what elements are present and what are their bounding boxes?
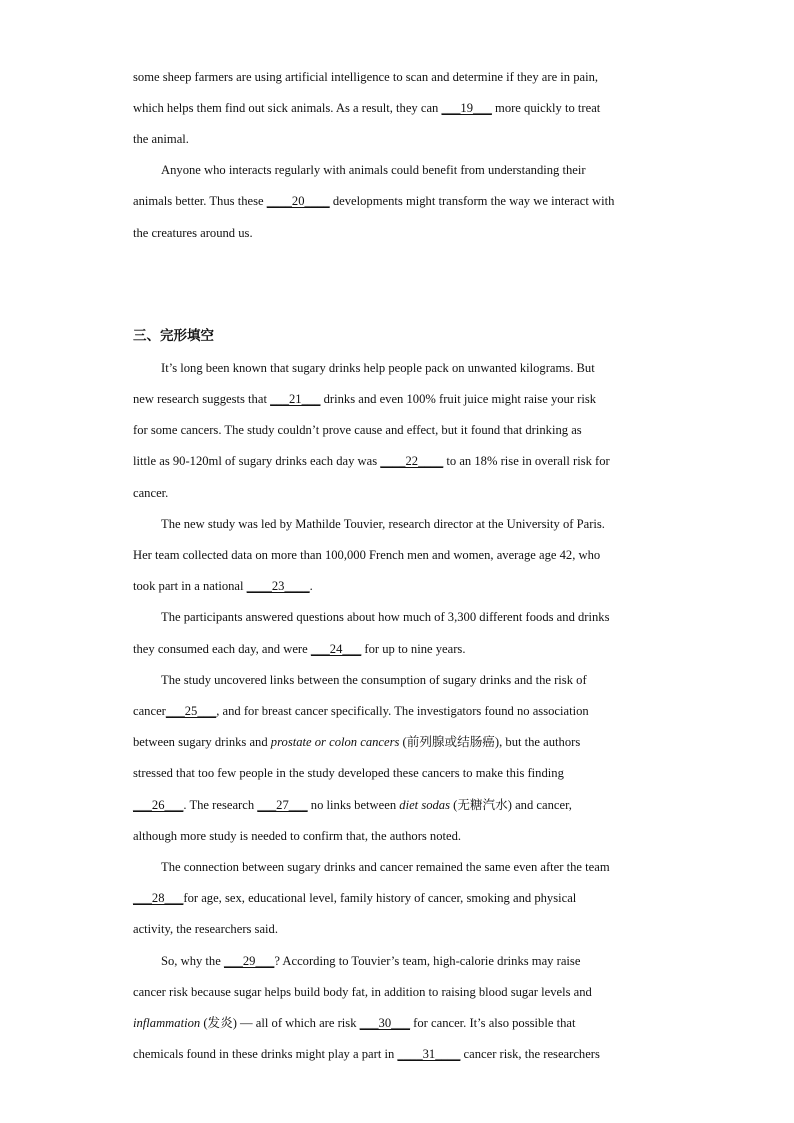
text-span: developments might transform the way we interact with bbox=[329, 194, 615, 208]
text-line bbox=[133, 391, 596, 407]
text-line bbox=[133, 641, 465, 657]
text-line bbox=[133, 1046, 600, 1062]
text-span: no links between bbox=[307, 798, 400, 812]
text-span: to an 18% rise in overall risk for bbox=[443, 454, 610, 468]
italic-term: prostate or colon cancers bbox=[270, 735, 400, 749]
text-span: more quickly to treat bbox=[491, 101, 601, 115]
blank-21: ___21___ bbox=[270, 392, 321, 406]
text-span: took part in a national bbox=[133, 579, 247, 593]
text-line: activity, the researchers said. bbox=[133, 922, 278, 936]
italic-term: diet sodas bbox=[399, 798, 451, 812]
text-line: Her team collected data on more than 100,000 French men and women, average age 42, who bbox=[133, 548, 601, 562]
blank-26: ___26___ bbox=[133, 798, 184, 812]
text-line: the animal. bbox=[133, 132, 189, 146]
blank-27: ___27___ bbox=[257, 798, 308, 812]
blank-28: ___28___ bbox=[133, 891, 184, 905]
text-line bbox=[133, 578, 313, 594]
text-line: The new study was led by Mathilde Touvier, research director at the University of Paris. bbox=[161, 517, 605, 531]
text-line: The connection between sugary drinks and cancer remained the same even after the team bbox=[161, 860, 610, 874]
text-span: new research suggests that bbox=[133, 392, 271, 406]
text-span: , and for breast cancer specifically. The investigators found no association bbox=[216, 704, 589, 718]
blank-20: ____20____ bbox=[266, 194, 330, 208]
blank-19: ___19___ bbox=[441, 101, 492, 115]
text-span: . bbox=[309, 579, 313, 593]
text-span: cancer bbox=[133, 704, 166, 718]
blank-22: ____22____ bbox=[380, 454, 444, 468]
text-line: for some cancers. The study couldn’t prove cause and effect, but it found that drinking as bbox=[133, 423, 582, 437]
text-line: The study uncovered links between the consumption of sugary drinks and the risk of bbox=[161, 673, 587, 687]
text-span: between sugary drinks and bbox=[133, 735, 271, 749]
text-line: the creatures around us. bbox=[133, 226, 253, 240]
text-line bbox=[133, 890, 576, 906]
italic-term: inflammation bbox=[133, 1016, 201, 1030]
text-line: stressed that too few people in the study developed these cancers to make this finding bbox=[133, 766, 564, 780]
text-line: The participants answered questions about how much of 3,300 different foods and drinks bbox=[161, 610, 610, 624]
text-span: ? According to Touvier’s team, high-calorie drinks may raise bbox=[274, 954, 581, 968]
text-span: little as 90-120ml of sugary drinks each day was bbox=[133, 454, 381, 468]
text-line bbox=[133, 1015, 575, 1031]
text-span: which helps them find out sick animals. As a result, they can bbox=[133, 101, 442, 115]
blank-29: ___29___ bbox=[223, 954, 275, 968]
text-span: cancer risk, the researchers bbox=[460, 1047, 600, 1061]
text-line: cancer. bbox=[133, 486, 169, 500]
text-span: (发炎) — all of which are risk bbox=[200, 1016, 360, 1030]
text-line: It’s long been known that sugary drinks help people pack on unwanted kilograms. But bbox=[161, 361, 595, 375]
text-line bbox=[133, 797, 572, 813]
text-span: for age, sex, educational level, family history of cancer, smoking and physical bbox=[183, 891, 577, 905]
text-line: Anyone who interacts regularly with animals could benefit from understanding their bbox=[161, 163, 586, 177]
text-span: So, why the bbox=[161, 954, 224, 968]
text-span: (无糖汽水) and cancer, bbox=[450, 798, 572, 812]
text-span: chemicals found in these drinks might play a part in bbox=[133, 1047, 398, 1061]
text-span: drinks and even 100% fruit juice might raise your risk bbox=[320, 392, 597, 406]
blank-31: ____31____ bbox=[397, 1047, 461, 1061]
text-line: cancer risk because sugar helps build body fat, in addition to raising blood sugar levels and bbox=[133, 985, 592, 999]
blank-23: ____23____ bbox=[246, 579, 310, 593]
text-span: animals better. Thus these bbox=[133, 194, 267, 208]
blank-24: ___24___ bbox=[310, 642, 362, 656]
text-span: for up to nine years. bbox=[361, 642, 466, 656]
text-line bbox=[133, 703, 589, 719]
text-line bbox=[133, 193, 614, 209]
blank-25: ___25___ bbox=[165, 704, 217, 718]
text-span: they consumed each day, and were bbox=[133, 642, 311, 656]
text-span: (前列腺或结肠癌), but the authors bbox=[399, 735, 581, 749]
text-line bbox=[161, 953, 580, 969]
text-span: . The research bbox=[183, 798, 258, 812]
text-line bbox=[133, 734, 580, 750]
text-line bbox=[133, 453, 610, 469]
section-heading: 三、完形填空 bbox=[133, 328, 214, 344]
text-span: for cancer. It’s also possible that bbox=[410, 1016, 576, 1030]
blank-30: ___30___ bbox=[359, 1016, 411, 1030]
text-line: some sheep farmers are using artificial intelligence to scan and determine if they are in pain, bbox=[133, 70, 599, 84]
text-line: although more study is needed to confirm that, the authors noted. bbox=[133, 829, 462, 843]
text-line bbox=[133, 100, 600, 116]
